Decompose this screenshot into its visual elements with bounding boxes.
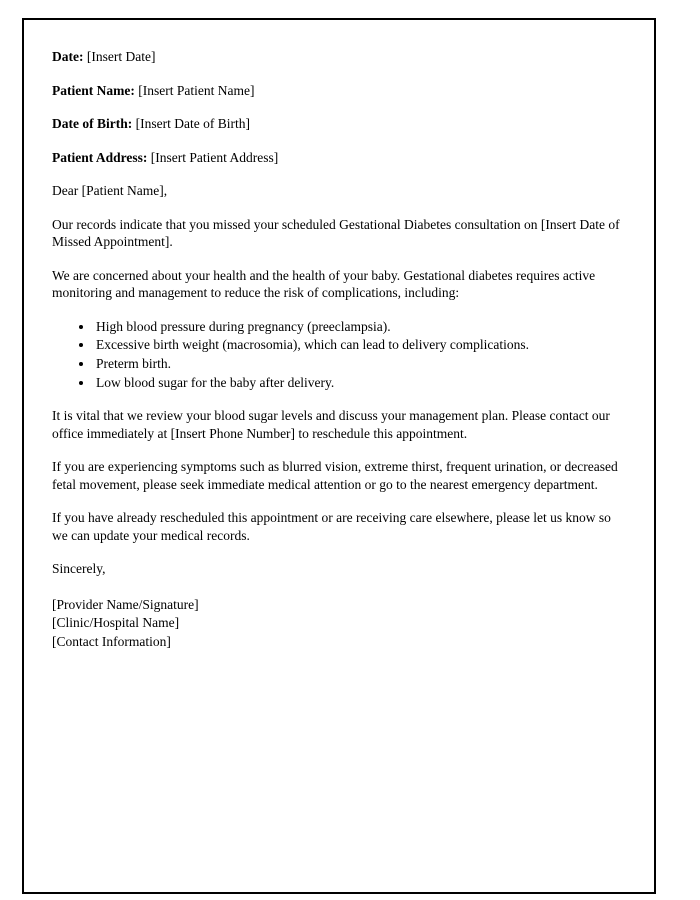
field-patient-address-value: [Insert Patient Address] (150, 149, 279, 165)
signature-provider-name: [Provider Name/Signature] (52, 596, 199, 612)
paragraph-missed-appointment: Our records indicate that you missed your scheduled Gestational Diabetes consultation on [Insert Date of Missed Appointment]. (52, 216, 620, 250)
field-patient-name-value: [Insert Patient Name] (138, 82, 255, 98)
field-date-label: Date: (52, 49, 84, 64)
list-item: • Low blood sugar for the baby after delivery. (94, 374, 622, 392)
list-item: • Excessive birth weight (macrosomia), which can lead to delivery complications. (94, 336, 622, 354)
closing: Sincerely, (52, 561, 106, 577)
letter-page (22, 18, 656, 894)
field-date (52, 48, 622, 66)
signature-contact-info: [Contact Information] (52, 634, 171, 650)
paragraph-concern: We are concerned about your health and the health of your baby. Gestational diabetes requires active monitoring and management to reduce the risk of complications, including: (52, 267, 596, 301)
field-patient-name-label: Patient Name: (52, 82, 135, 98)
field-date-of-birth (52, 115, 622, 133)
field-patient-address-label: Patient Address: (52, 149, 148, 165)
paragraph-symptoms-warning: If you are experiencing symptoms such as blurred vision, extreme thirst, frequent urination, or decreased fetal movement, please seek immediate medical attention or go to the nearest emergency department. (52, 459, 618, 492)
field-date-of-birth-label: Date of Birth: (52, 116, 133, 132)
list-item: • Preterm birth. (94, 355, 622, 373)
signature-clinic-name: [Clinic/Hospital Name] (52, 615, 180, 631)
field-date-value: [Insert Date] (86, 49, 156, 64)
field-patient-name (52, 82, 622, 100)
field-patient-address (52, 149, 622, 167)
list-item: • High blood pressure during pregnancy (preeclampsia). (94, 318, 622, 336)
paragraph-already-rescheduled: If you have already rescheduled this appointment or are receiving care elsewhere, please let us know so we can update your medical records. (52, 510, 611, 543)
paragraph-vital-review: It is vital that we review your blood sugar levels and discuss your management plan. Please contact our office immediately at [Insert Phone Number] to reschedule this appointment. (52, 408, 610, 441)
complications-list (52, 318, 622, 391)
signature-block (52, 596, 622, 651)
field-date-of-birth-value: [Insert Date of Birth] (135, 116, 250, 132)
salutation: Dear [Patient Name], (52, 183, 168, 199)
letter-content (24, 20, 654, 672)
